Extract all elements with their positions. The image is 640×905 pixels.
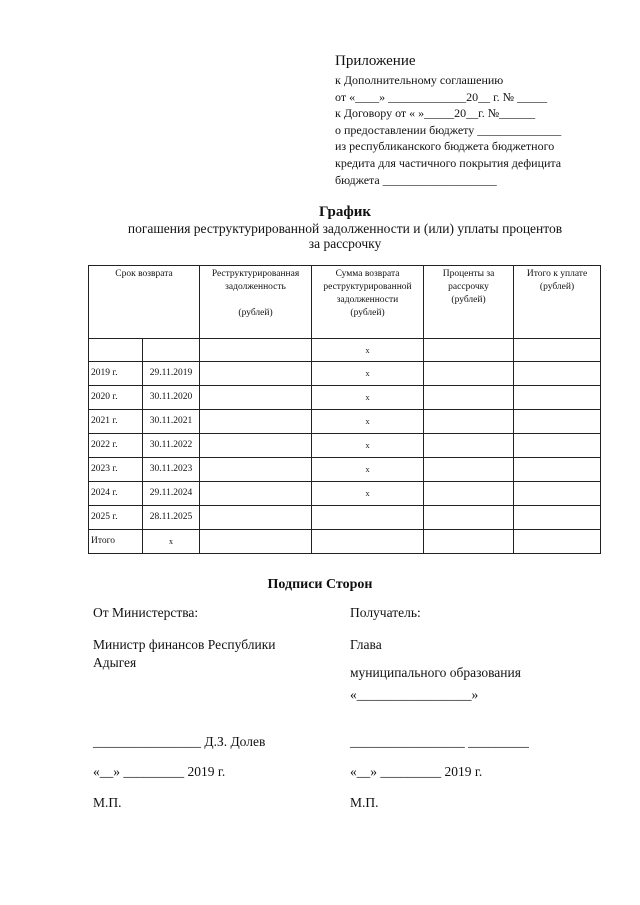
table-row [89, 362, 601, 386]
cell-total [514, 386, 601, 410]
left-position: Министр финансов Республики [93, 637, 276, 652]
cell-amount [312, 530, 424, 554]
left-position: Адыгея [93, 655, 137, 670]
appendix-line: бюджета ___________________ [335, 172, 497, 187]
signatures-title: Подписи Сторон [267, 577, 373, 592]
cell-interest [424, 362, 514, 386]
cell-restructured [200, 530, 312, 554]
appendix-line: к Дополнительному соглашению [335, 73, 504, 87]
cell-total [514, 362, 601, 386]
cell-restructured [200, 410, 312, 434]
cell-year: 2023 г. [89, 458, 143, 482]
cell-total [514, 458, 601, 482]
cell-total [514, 339, 601, 362]
cell-restructured [200, 506, 312, 530]
cell-year [89, 339, 143, 362]
cell-interest [424, 339, 514, 362]
schedule-title: График [318, 204, 372, 220]
cell-total [514, 506, 601, 530]
left-date-line: «__» _________ 2019 г. [93, 764, 226, 779]
appendix-line: от «____» _____________20__ г. № _____ [335, 89, 548, 104]
cell-year: Итого [89, 530, 143, 554]
appendix-line: из республиканского бюджета бюджетного [335, 139, 555, 154]
schedule-subtitle: погашения реструктурированной задолженности и (или) уплаты процентов [127, 221, 563, 236]
cell-interest [424, 434, 514, 458]
cell-interest [424, 482, 514, 506]
left-seal: М.П. [93, 795, 122, 810]
cell-date: 30.11.2023 [143, 458, 200, 482]
appendix-line: о предоставлении бюджету ______________ [335, 122, 562, 137]
cell-year: 2020 г. [89, 386, 143, 410]
table-body [89, 339, 601, 554]
table-row [89, 482, 601, 506]
cell-interest [424, 386, 514, 410]
cell-amount: x [312, 434, 424, 458]
cell-total [514, 434, 601, 458]
right-municipality-name: «_________________» [350, 687, 479, 702]
cell-date: 30.11.2022 [143, 434, 200, 458]
right-date-line: «__» _________ 2019 г. [350, 764, 483, 779]
cell-year: 2019 г. [89, 362, 143, 386]
cell-date: 30.11.2021 [143, 410, 200, 434]
cell-date [143, 339, 200, 362]
cell-amount: x [312, 386, 424, 410]
header-amount: Сумма возврата реструктурированной задолженности (рублей) [312, 266, 424, 339]
cell-restructured [200, 386, 312, 410]
cell-amount: x [312, 339, 424, 362]
header-term: Срок возврата [89, 266, 200, 339]
cell-restructured [200, 458, 312, 482]
cell-amount: x [312, 362, 424, 386]
cell-interest [424, 530, 514, 554]
cell-year: 2024 г. [89, 482, 143, 506]
table-row [89, 530, 601, 554]
header-interest: Проценты за рассрочку (рублей) [424, 266, 514, 339]
repayment-schedule-table [88, 265, 601, 554]
left-signature-line: ________________ Д.З. Долев [93, 734, 266, 749]
right-position: муниципального образования [350, 665, 521, 680]
left-party: От Министерства: [93, 605, 199, 620]
cell-restructured [200, 362, 312, 386]
cell-year: 2022 г. [89, 434, 143, 458]
schedule-subtitle: за рассрочку [308, 236, 382, 251]
cell-amount: x [312, 410, 424, 434]
cell-interest [424, 458, 514, 482]
appendix-title: Приложение [335, 53, 416, 69]
cell-year: 2025 г. [89, 506, 143, 530]
header-total: Итого к уплате (рублей) [514, 266, 601, 339]
right-seal: М.П. [350, 795, 379, 810]
cell-amount: x [312, 482, 424, 506]
cell-year: 2021 г. [89, 410, 143, 434]
cell-amount: x [312, 458, 424, 482]
cell-restructured [200, 482, 312, 506]
table-row [89, 506, 601, 530]
cell-interest [424, 506, 514, 530]
table-row [89, 434, 601, 458]
cell-total [514, 530, 601, 554]
table-row [89, 410, 601, 434]
cell-date: x [143, 530, 200, 554]
cell-restructured [200, 339, 312, 362]
schedule-title-block [80, 204, 610, 251]
cell-interest [424, 410, 514, 434]
right-party: Получатель: [350, 605, 421, 620]
cell-date: 30.11.2020 [143, 386, 200, 410]
cell-date: 29.11.2024 [143, 482, 200, 506]
appendix-header [335, 52, 605, 188]
cell-date: 29.11.2019 [143, 362, 200, 386]
cell-restructured [200, 434, 312, 458]
right-signature-line: _________________ _________ [350, 734, 529, 749]
table-row [89, 458, 601, 482]
appendix-line: кредита для частичного покрытия дефицита [335, 155, 562, 170]
cell-total [514, 482, 601, 506]
table-row [89, 386, 601, 410]
header-restructured: Реструктурированная задолженность (рублей) [200, 266, 312, 339]
table-row [89, 339, 601, 362]
right-position: Глава [350, 637, 382, 652]
cell-amount [312, 506, 424, 530]
cell-total [514, 410, 601, 434]
appendix-line: к Договору от « »_____20__г. №______ [335, 106, 536, 121]
cell-date: 28.11.2025 [143, 506, 200, 530]
table-header-row [89, 266, 601, 339]
